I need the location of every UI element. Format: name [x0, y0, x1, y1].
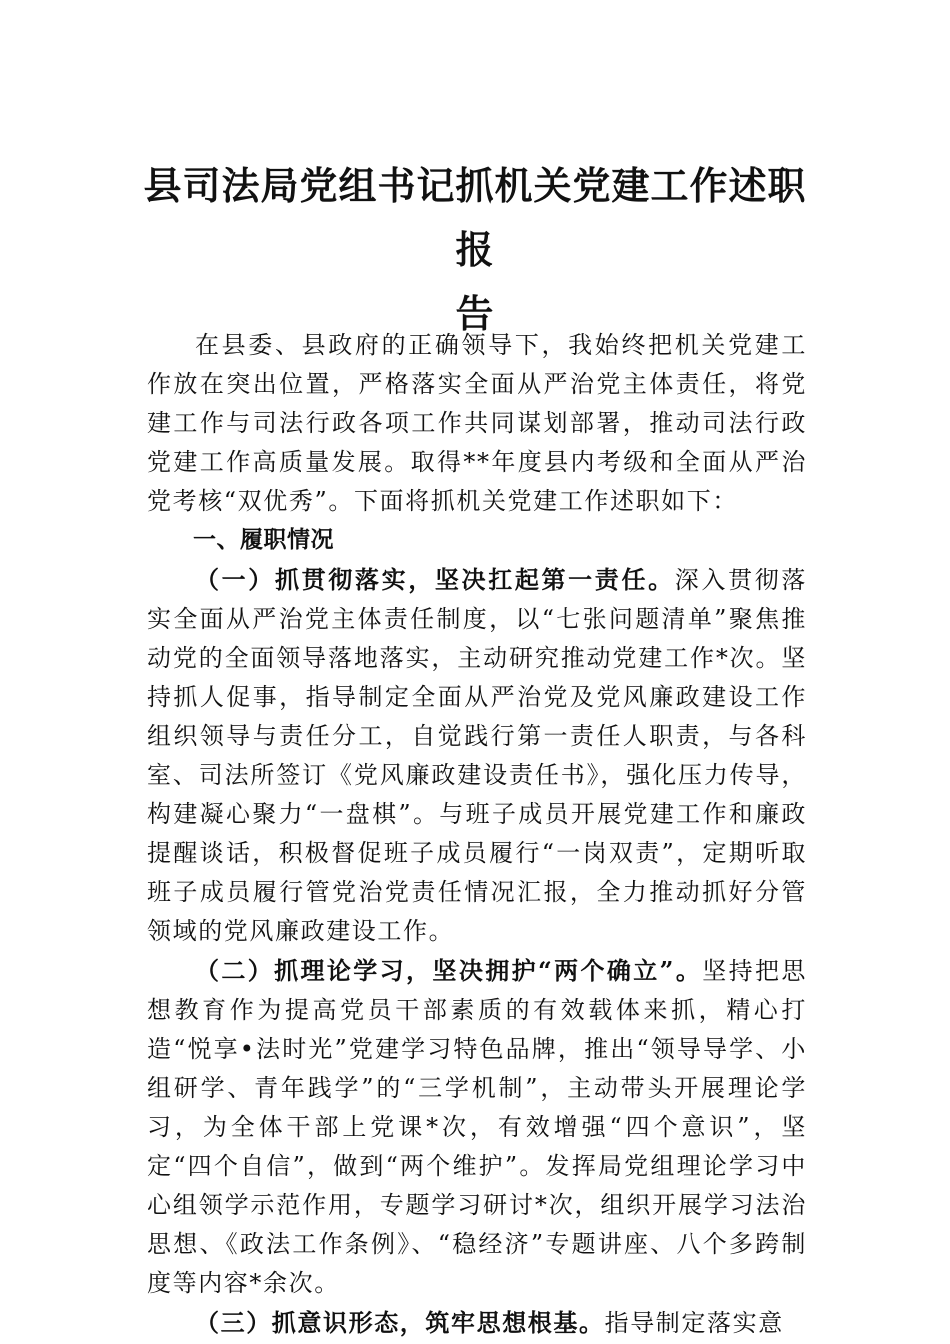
- intro-paragraph: 在县委、县政府的正确领导下，我始终把机关党建工作放在突出位置，严格落实全面从严治党主体责任，将党建工作与司法行政各项工作共同谋划部署，推动司法行政党建工作高质量发展。取得**年度县内考级和全面从严治党考核“双优秀”。下面将抓机关党建工作述职如下：: [147, 331, 807, 515]
- document-body: [147, 326, 807, 1343]
- paragraph-1-lead: （一）抓贯彻落实，坚决扛起第一责任。: [195, 565, 675, 594]
- paragraph-3-body: 指导制定落实意: [604, 1309, 784, 1337]
- paragraph-2-body: 坚持把思想教育作为提高党员干部素质的有效载体来抓，精心打造“悦享•法时光”党建学习特色品牌，推出“领导导学、小组研学、青年践学”的“三学机制”，主动带头开展理论学习，为全体干部上党课*次，有效增强“四个意识”，坚定“四个自信”，做到“两个维护”。发挥局党组理论学习中心组领学示范作用，专题学习研讨*次，组织开展学习法治思想、《政法工作条例》、“稳经济”专题讲座、八个多跨制度等内容*余次。: [147, 957, 807, 1297]
- document-title: [140, 154, 810, 346]
- section-heading: 一、履职情况: [193, 527, 334, 553]
- paragraph-3-lead: （三）抓意识形态，筑牢思想根基。: [195, 1308, 605, 1337]
- title-line-2: 告: [455, 291, 495, 336]
- title-line-1: 县司法局党组书记抓机关党建工作述职报: [143, 163, 807, 272]
- paragraph-3: [147, 1303, 807, 1343]
- paragraph-1-body: 深入贯彻落实全面从严治党主体责任制度，以“七张问题清单”聚焦推动党的全面领导落地落实，主动研究推动党建工作*次。坚持抓人促事，指导制定全面从严治党及党风廉政建设工作组织领导与责任分工，自觉践行第一责任人职责，与各科室、司法所签订《党风廉政建设责任书》，强化压力传导，构建凝心聚力“一盘棋”。与班子成员开展党建工作和廉政提醒谈话，积极督促班子成员履行“一岗双责”，定期听取班子成员履行管党治党责任情况汇报，全力推动抓好分管领域的党风廉政建设工作。: [147, 566, 807, 945]
- paragraph-2: [147, 951, 807, 1303]
- paragraph-2-lead: （二）抓理论学习，坚决拥护“两个确立”。: [195, 956, 703, 985]
- paragraph-1: [147, 560, 807, 951]
